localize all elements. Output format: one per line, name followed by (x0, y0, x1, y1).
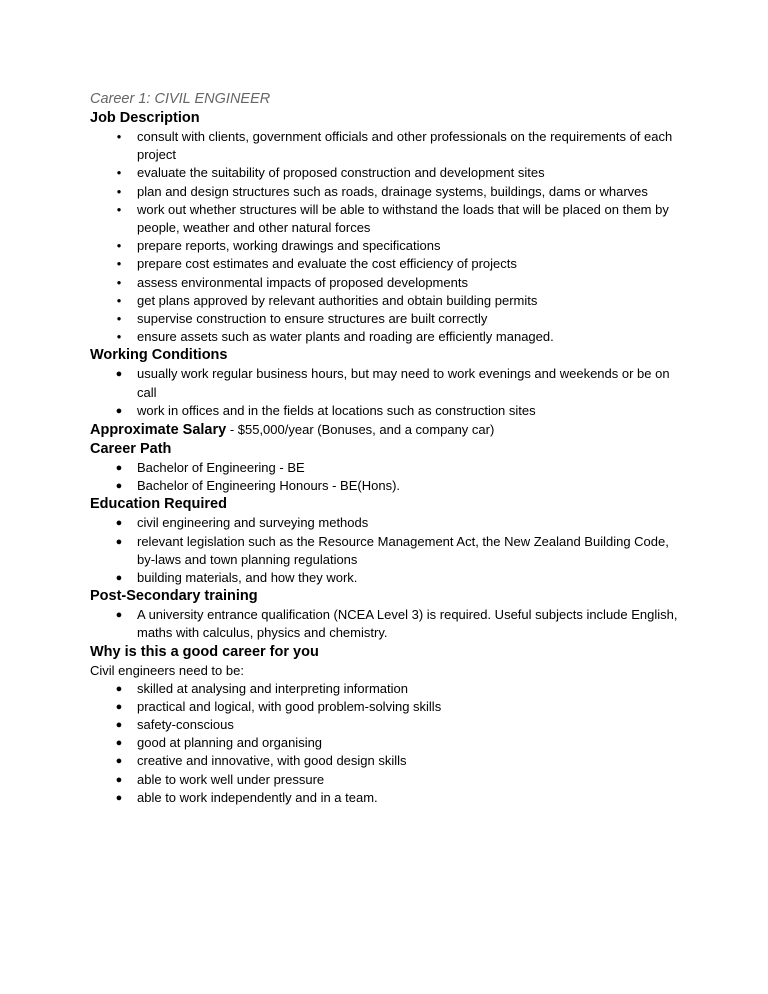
list-item (90, 201, 690, 237)
list-item (90, 255, 690, 273)
salary-line (90, 420, 690, 440)
bullet-icon: ● (116, 277, 122, 287)
list-item (90, 328, 690, 346)
list-item (90, 716, 690, 734)
bullet-icon: ● (115, 462, 123, 475)
list-item-text: plan and design structures such as roads, drainage systems, buildings, dams or wharves (137, 183, 648, 199)
list-item-text: creative and innovative, with good design skills (137, 753, 407, 769)
list-item-text: usually work regular business hours, but may need to work evenings and weekends or be on call (137, 366, 670, 400)
list-item-text: prepare reports, working drawings and specifications (137, 238, 441, 254)
list-item (90, 237, 690, 255)
list-item (90, 164, 690, 182)
list-item-text: A university entrance qualification (NCEA Level 3) is required. Useful subjects include English, maths with calculus, physics and chemistry. (137, 607, 678, 641)
salary-value: - $55,000/year (Bonuses, and a company car) (226, 422, 495, 438)
list-item-text: practical and logical, with good problem-solving skills (137, 698, 442, 714)
list-item (90, 533, 690, 569)
bullet-icon: ● (115, 737, 123, 750)
bullet-icon: ● (116, 332, 122, 342)
education-required-list (90, 514, 690, 587)
why-good-heading: Why is this a good career for you (90, 643, 319, 660)
bullet-icon: ● (115, 719, 123, 732)
bullet-icon: ● (116, 241, 122, 251)
bullet-icon: ● (115, 682, 123, 695)
list-item (90, 734, 690, 752)
working-conditions-list (90, 365, 690, 420)
list-item-text: relevant legislation such as the Resource Management Act, the New Zealand Building Code, by-laws and town planning regulations (137, 533, 669, 567)
why-good-intro: Civil engineers need to be: (90, 662, 244, 678)
list-item (90, 606, 690, 642)
list-item-text: good at planning and organising (137, 735, 323, 751)
list-item (90, 310, 690, 328)
education-required-heading: Education Required (90, 496, 227, 513)
post-secondary-list (90, 606, 690, 642)
career-path-list (90, 459, 690, 495)
list-item (90, 789, 690, 807)
bullet-icon: ● (115, 700, 123, 713)
bullet-icon: ● (115, 368, 123, 381)
working-conditions-heading: Working Conditions (90, 347, 228, 364)
career-title: Career 1: CIVIL ENGINEER (90, 91, 271, 107)
list-item-text: Bachelor of Engineering - BE (137, 460, 305, 476)
list-item (90, 402, 690, 420)
list-item-text: Bachelor of Engineering Honours - BE(Hons). (137, 478, 401, 494)
list-item (90, 459, 690, 477)
bullet-icon: ● (115, 755, 123, 768)
list-item (90, 365, 690, 401)
bullet-icon: ● (115, 404, 123, 417)
bullet-icon: ● (115, 572, 123, 585)
bullet-icon: ● (116, 204, 122, 214)
list-item-text: skilled at analysing and interpreting information (137, 680, 408, 696)
why-good-list (90, 680, 690, 807)
bullet-icon: ● (116, 314, 122, 324)
list-item-text: assess environmental impacts of proposed developments (137, 274, 468, 290)
list-item (90, 698, 690, 716)
list-item (90, 680, 690, 698)
bullet-icon: ● (115, 517, 123, 530)
bullet-icon: ● (116, 168, 122, 178)
career-path-heading: Career Path (90, 441, 172, 458)
list-item (90, 514, 690, 532)
list-item (90, 128, 690, 164)
bullet-icon: ● (115, 609, 123, 622)
list-item-text: supervise construction to ensure structures are built correctly (137, 311, 488, 327)
list-item-text: prepare cost estimates and evaluate the cost efficiency of projects (137, 256, 517, 272)
bullet-icon: ● (116, 259, 122, 269)
list-item (90, 752, 690, 770)
document-content (90, 89, 690, 807)
list-item-text: work in offices and in the fields at locations such as construction sites (137, 402, 536, 418)
bullet-icon: ● (115, 773, 123, 786)
bullet-icon: ● (115, 535, 123, 548)
job-description-heading: Job Description (90, 110, 200, 126)
bullet-icon: ● (116, 132, 122, 141)
list-item (90, 477, 690, 495)
post-secondary-heading: Post-Secondary training (90, 588, 258, 605)
list-item-text: safety-conscious (137, 717, 234, 733)
salary-label: Approximate Salary (90, 422, 227, 439)
list-item (90, 569, 690, 587)
list-item-text: work out whether structures will be able to withstand the loads that will be placed on them by people, weather and other natural forces (137, 201, 669, 236)
list-item (90, 274, 690, 292)
list-item (90, 771, 690, 789)
bullet-icon: ● (115, 480, 123, 493)
bullet-icon: ● (115, 791, 123, 804)
list-item-text: civil engineering and surveying methods (137, 515, 369, 531)
list-item-text: evaluate the suitability of proposed construction and development sites (137, 165, 545, 181)
list-item-text: building materials, and how they work. (137, 570, 358, 586)
list-item-text: consult with clients, government officials and other professionals on the requirements of each project (137, 129, 673, 163)
list-item (90, 183, 690, 201)
list-item-text: ensure assets such as water plants and roading are efficiently managed. (137, 329, 554, 345)
list-item-text: able to work well under pressure (137, 771, 325, 787)
bullet-icon: ● (116, 295, 122, 305)
list-item-text: able to work independently and in a team. (137, 789, 378, 805)
bullet-icon: ● (116, 186, 122, 196)
list-item-text: get plans approved by relevant authorities and obtain building permits (137, 292, 538, 308)
list-item (90, 292, 690, 310)
job-description-list (90, 128, 690, 346)
